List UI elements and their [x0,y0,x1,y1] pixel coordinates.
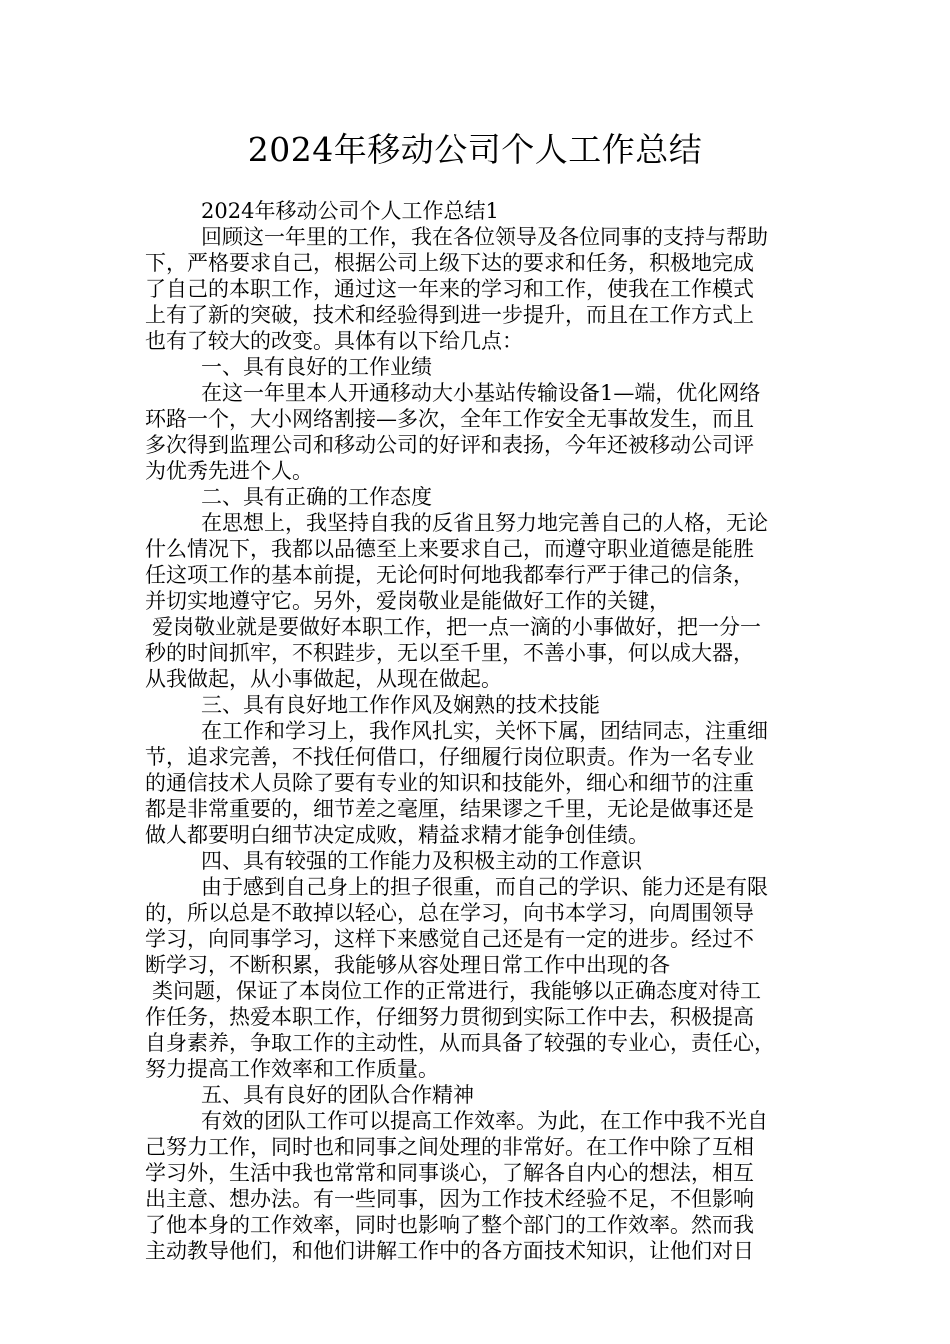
paragraph-line: 任这项工作的基本前提，无论何时何地我都奉行严于律己的信条， [145,563,754,587]
paragraph-line: 己努力工作，同时也和同事之间处理的非常好。在工作中除了互相 [145,1135,754,1159]
paragraph-line: 在这一年里本人开通移动大小基站传输设备1—端，优化网络 [201,381,761,405]
paragraph-line: 作任务，热爱本职工作，仔细努力贯彻到实际工作中去，积极提高 [145,1005,754,1029]
paragraph-line: 了自己的本职工作，通过这一年来的学习和工作，使我在工作模式 [145,277,754,301]
paragraph-line: 有效的团队工作可以提高工作效率。为此，在工作中我不光自 [201,1109,768,1133]
section-heading: 一、具有良好的工作业绩 [201,355,432,379]
paragraph-line: 类问题，保证了本岗位工作的正常进行，我能够以正确态度对待工 [152,979,761,1003]
paragraph-line: 断学习，不断积累，我能够从容处理日常工作中出现的各 [145,953,670,977]
paragraph-line: 在思想上，我坚持自我的反省且努力地完善自己的人格，无论 [201,511,768,535]
paragraph-line: 回顾这一年里的工作，我在各位领导及各位同事的支持与帮助 [201,225,768,249]
paragraph-line: 爱岗敬业就是要做好本职工作，把一点一滴的小事做好，把一分一 [152,615,761,639]
document-title: 2024年移动公司个人工作总结 [247,130,703,169]
paragraph-line: 为优秀先进个人。 [145,459,313,483]
paragraph-line: 都是非常重要的，细节差之毫厘，结果谬之千里，无论是做事还是 [145,797,754,821]
section-heading: 二、具有正确的工作态度 [201,485,432,509]
section-heading: 四、具有较强的工作能力及积极主动的工作意识 [201,849,642,873]
paragraph-line: 节，追求完善，不找任何借口，仔细履行岗位职责。作为一名专业 [145,745,754,769]
paragraph-line: 由于感到自己身上的担子很重，而自己的学识、能力还是有限 [201,875,768,899]
section-heading: 2024年移动公司个人工作总结1 [201,199,499,223]
paragraph-line: 秒的时间抓牢，不积跬步，无以至千里，不善小事，何以成大器， [145,641,754,665]
paragraph-line: 做人都要明白细节决定成败，精益求精才能争创佳绩。 [145,823,649,847]
paragraph-line: 学习，向同事学习，这样下来感觉自己还是有一定的进步。经过不 [145,927,754,951]
paragraph-line: 在工作和学习上，我作风扎实，关怀下属，团结同志，注重细 [201,719,768,743]
document-body [145,198,810,1264]
section-heading: 三、具有良好地工作作风及娴熟的技术技能 [201,693,600,717]
paragraph-line: 了他本身的工作效率，同时也影响了整个部门的工作效率。然而我 [145,1213,754,1237]
paragraph-line: 环路一个，大小网络割接—多次，全年工作安全无事故发生，而且 [145,407,754,431]
section-heading: 五、具有良好的团队合作精神 [201,1083,474,1107]
paragraph-line: 出主意、想办法。有一些同事，因为工作技术经验不足，不但影响 [145,1187,754,1211]
paragraph-line: 也有了较大的改变。具体有以下给几点： [145,329,523,353]
paragraph-line: 努力提高工作效率和工作质量。 [145,1057,439,1081]
paragraph-line: 从我做起，从小事做起，从现在做起。 [145,667,502,691]
paragraph-line: 上有了新的突破，技术和经验得到进一步提升，而且在工作方式上 [145,303,754,327]
paragraph-line: 并切实地遵守它。另外，爱岗敬业是能做好工作的关键， [145,589,670,613]
paragraph-line: 的通信技术人员除了要有专业的知识和技能外，细心和细节的注重 [145,771,754,795]
paragraph-line: 的，所以总是不敢掉以轻心，总在学习，向书本学习，向周围领导 [145,901,754,925]
paragraph-line: 自身素养，争取工作的主动性，从而具备了较强的专业心，责任心， [145,1031,775,1055]
paragraph-line: 什么情况下，我都以品德至上来要求自己，而遵守职业道德是能胜 [145,537,754,561]
paragraph-line: 下，严格要求自己，根据公司上级下达的要求和任务，积极地完成 [145,251,754,275]
paragraph-line: 学习外，生活中我也常常和同事谈心，了解各自内心的想法，相互 [145,1161,754,1185]
paragraph-line: 主动教导他们，和他们讲解工作中的各方面技术知识，让他们对日 [145,1239,754,1263]
paragraph-line: 多次得到监理公司和移动公司的好评和表扬，今年还被移动公司评 [145,433,754,457]
